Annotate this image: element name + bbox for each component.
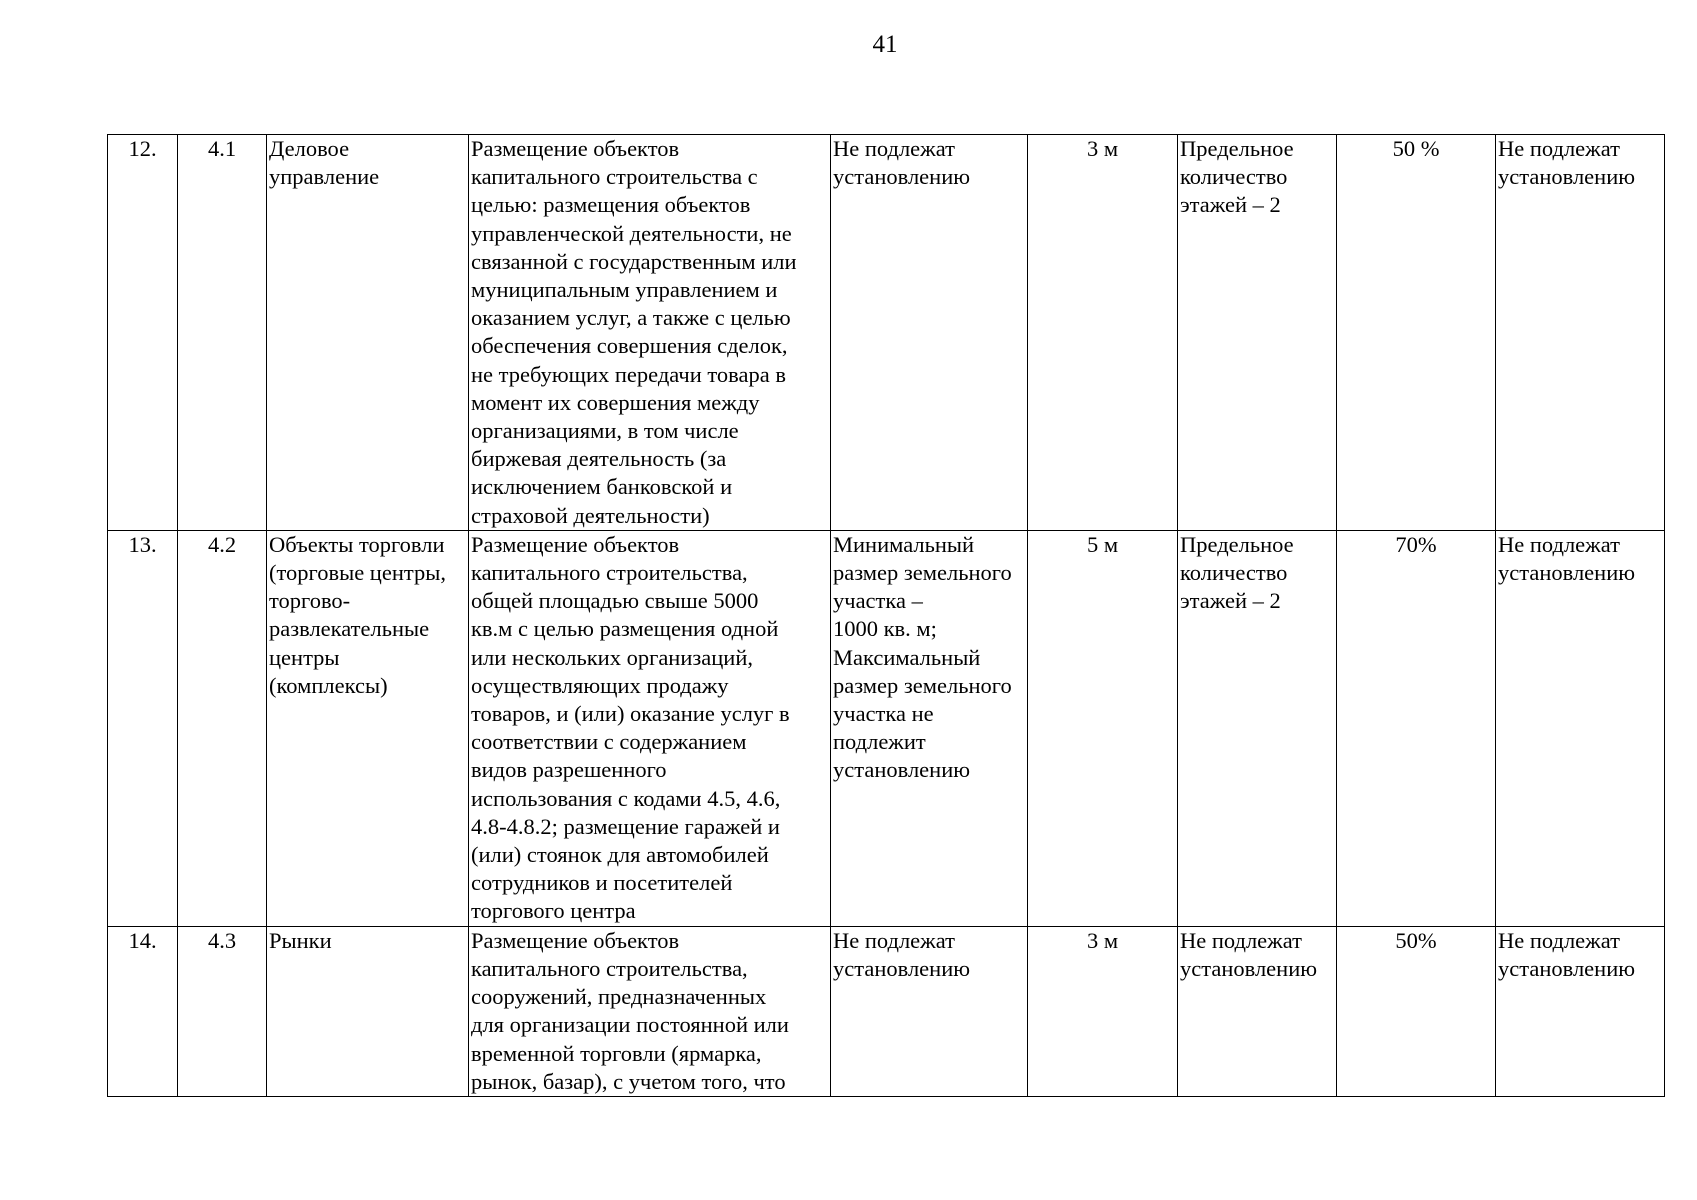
coverage-cell: 50% bbox=[1337, 926, 1496, 1096]
description-line: Размещение объектов bbox=[471, 927, 680, 953]
description-line: управленческой деятельности, не bbox=[471, 220, 792, 246]
description-line: 4.8-4.8.2; размещение гаражей и bbox=[471, 813, 780, 839]
table-row bbox=[108, 926, 1665, 1096]
table-body bbox=[108, 135, 1665, 1097]
use-name-cell bbox=[267, 530, 469, 926]
plot-size-cell bbox=[831, 530, 1028, 926]
plot-size-line: Не подлежат bbox=[833, 136, 955, 161]
setback-cell: 3 м bbox=[1028, 926, 1178, 1096]
code-cell: 4.1 bbox=[178, 135, 267, 531]
other-restrictions-line: установлению bbox=[1498, 164, 1636, 190]
floors-line: количество bbox=[1180, 560, 1288, 586]
use-name-line: Рынки bbox=[269, 927, 332, 953]
description-line: не требующих передачи товара в bbox=[471, 361, 786, 387]
floors-line: Предельное bbox=[1180, 531, 1294, 557]
setback-cell: 3 м bbox=[1028, 135, 1178, 531]
description-line: целью: размещения объектов bbox=[471, 192, 751, 218]
floors-line: этажей – 2 bbox=[1180, 192, 1281, 218]
description-line: связанной с государственным или bbox=[471, 248, 797, 274]
plot-size-line: установлению bbox=[833, 757, 971, 783]
other-restrictions-cell bbox=[1496, 926, 1665, 1096]
row-number-cell: 13. bbox=[108, 530, 178, 926]
plot-size-line: размер земельного bbox=[833, 560, 1012, 586]
other-restrictions-line: установлению bbox=[1498, 560, 1636, 586]
plot-size-line: Максимальный bbox=[833, 644, 981, 670]
use-name-cell bbox=[267, 926, 469, 1096]
description-cell bbox=[469, 926, 831, 1096]
description-line: или нескольких организаций, bbox=[471, 644, 754, 670]
description-line: товаров, и (или) оказание услуг в bbox=[471, 701, 790, 727]
row-number-cell: 12. bbox=[108, 135, 178, 531]
code-cell: 4.3 bbox=[178, 926, 267, 1096]
floors-line: Предельное bbox=[1180, 136, 1294, 161]
plot-size-line: установлению bbox=[833, 955, 971, 981]
description-line: общей площадью свыше 5000 bbox=[471, 588, 759, 614]
description-line: капитального строительства, bbox=[471, 955, 748, 981]
plot-size-line: Минимальный bbox=[833, 531, 975, 557]
plot-size-line: Не подлежат bbox=[833, 927, 955, 953]
plot-size-line: участка не bbox=[833, 701, 934, 727]
code-cell: 4.2 bbox=[178, 530, 267, 926]
description-line: торгового центра bbox=[471, 898, 636, 924]
coverage-cell: 50 % bbox=[1337, 135, 1496, 531]
floors-cell bbox=[1178, 530, 1337, 926]
description-line: обеспечения совершения сделок, bbox=[471, 333, 788, 359]
description-line: капитального строительства, bbox=[471, 560, 748, 586]
floors-cell bbox=[1178, 135, 1337, 531]
use-name-cell bbox=[267, 135, 469, 531]
table-row bbox=[108, 530, 1665, 926]
other-restrictions-cell bbox=[1496, 530, 1665, 926]
description-line: для организации постоянной или bbox=[471, 1012, 789, 1038]
description-line: момент их совершения между bbox=[471, 389, 760, 415]
description-line: сотрудников и посетителей bbox=[471, 870, 733, 896]
page-number: 41 bbox=[872, 31, 898, 58]
description-line: кв.м с целью размещения одной bbox=[471, 616, 779, 642]
use-name-line: развлекательные bbox=[269, 616, 430, 642]
floors-line: этажей – 2 bbox=[1180, 588, 1281, 614]
use-name-line: (торговые центры, bbox=[269, 560, 446, 586]
other-restrictions-line: Не подлежат bbox=[1498, 927, 1620, 953]
description-line: соответствии с содержанием bbox=[471, 729, 747, 755]
use-name-line: (комплексы) bbox=[269, 672, 388, 698]
other-restrictions-line: установлению bbox=[1498, 955, 1636, 981]
description-line: осуществляющих продажу bbox=[471, 672, 729, 698]
use-name-line: Объекты торговли bbox=[269, 531, 445, 557]
description-line: капитального строительства с bbox=[471, 164, 758, 190]
plot-size-line: размер земельного bbox=[833, 672, 1012, 698]
description-line: (или) стоянок для автомобилей bbox=[471, 842, 769, 868]
plot-size-line: участка – bbox=[833, 588, 923, 614]
plot-size-line: подлежит bbox=[833, 729, 926, 755]
description-line: страховой деятельности) bbox=[471, 502, 710, 528]
plot-size-cell bbox=[831, 926, 1028, 1096]
use-name-line: управление bbox=[269, 164, 380, 190]
plot-size-cell bbox=[831, 135, 1028, 531]
description-line: Размещение объектов bbox=[471, 136, 680, 161]
description-line: оказанием услуг, а также с целью bbox=[471, 305, 791, 331]
description-line: временной торговли (ярмарка, bbox=[471, 1040, 762, 1066]
plot-size-line: 1000 кв. м; bbox=[833, 616, 937, 642]
description-line: видов разрешенного bbox=[471, 757, 667, 783]
coverage-cell: 70% bbox=[1337, 530, 1496, 926]
description-line: муниципальным управлением и bbox=[471, 277, 778, 303]
other-restrictions-cell bbox=[1496, 135, 1665, 531]
description-line: биржевая деятельность (за bbox=[471, 446, 727, 472]
description-line: исключением банковской и bbox=[471, 474, 733, 500]
use-name-line: Деловое bbox=[269, 136, 350, 161]
floors-line: количество bbox=[1180, 164, 1288, 190]
other-restrictions-line: Не подлежат bbox=[1498, 531, 1620, 557]
plot-size-line: установлению bbox=[833, 164, 971, 190]
other-restrictions-line: Не подлежат bbox=[1498, 136, 1620, 161]
description-line: использования с кодами 4.5, 4.6, bbox=[471, 785, 781, 811]
description-line: рынок, базар), с учетом того, что bbox=[471, 1068, 786, 1094]
setback-cell: 5 м bbox=[1028, 530, 1178, 926]
floors-line: установлению bbox=[1180, 955, 1318, 981]
use-name-line: центры bbox=[269, 644, 340, 670]
description-line: Размещение объектов bbox=[471, 531, 680, 557]
description-line: организациями, в том числе bbox=[471, 418, 739, 444]
use-name-line: торгово- bbox=[269, 588, 351, 614]
floors-line: Не подлежат bbox=[1180, 927, 1302, 953]
floors-cell bbox=[1178, 926, 1337, 1096]
description-cell bbox=[469, 135, 831, 531]
row-number-cell: 14. bbox=[108, 926, 178, 1096]
description-cell bbox=[469, 530, 831, 926]
description-line: сооружений, предназначенных bbox=[471, 984, 767, 1010]
regulations-table bbox=[107, 134, 1665, 1097]
table-row bbox=[108, 135, 1665, 531]
